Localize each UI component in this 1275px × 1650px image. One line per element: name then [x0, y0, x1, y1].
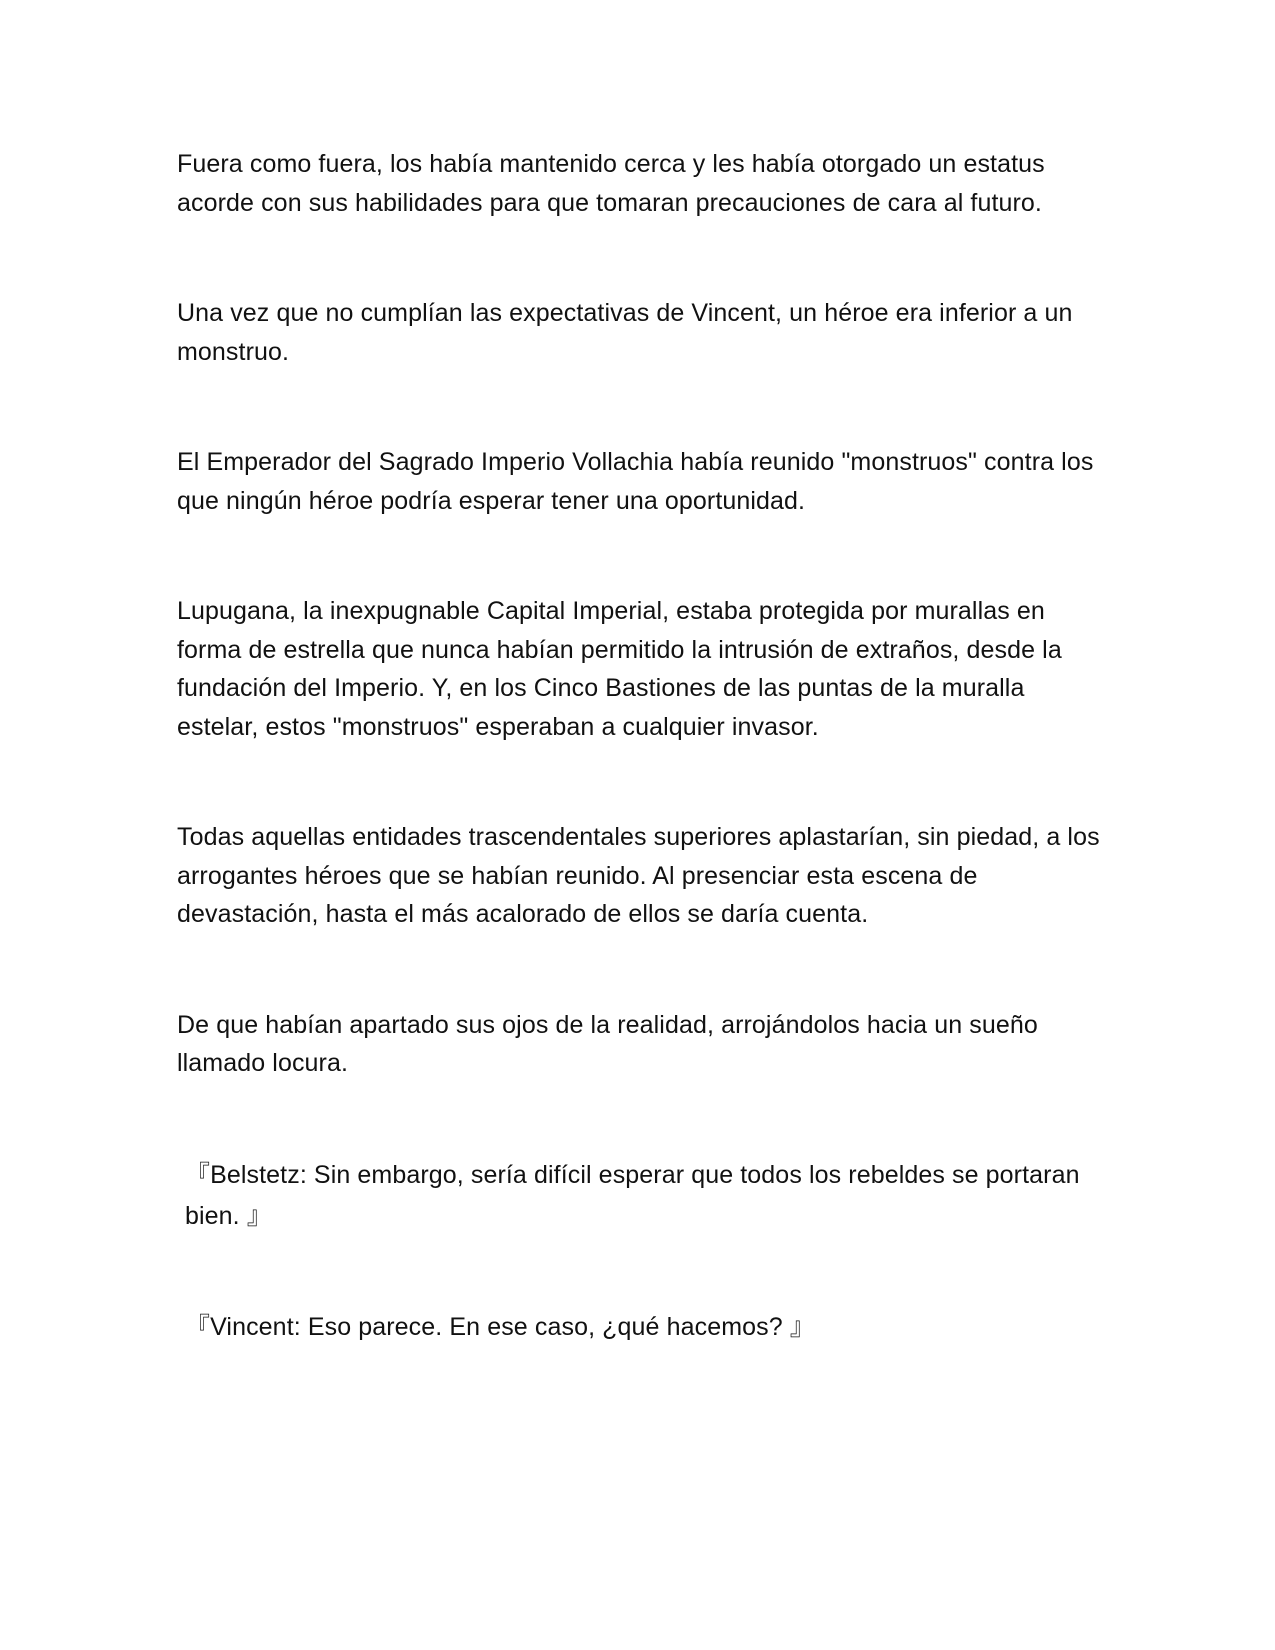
- dialogue-line: 『Vincent: Eso parece. En ese caso, ¿qué hacemos? 』: [185, 1312, 815, 1341]
- document-body: [177, 145, 1107, 1418]
- paragraph: Una vez que no cumplían las expectativas de Vincent, un héroe era inferior a un monstruo.: [177, 299, 1073, 366]
- paragraph: Lupugana, la inexpugnable Capital Imperial, estaba protegida por murallas en forma de estrella que nunca habían permitido la intrusión de extraños, desde la fundación del Imperio. Y, en los Cinco Bastiones de las puntas de la muralla estelar, estos "monstruos" esperaban a cualquier invasor.: [177, 597, 1062, 741]
- paragraph: El Emperador del Sagrado Imperio Vollachia había reunido "monstruos" contra los que ningún héroe podría esperar tener una oportunidad.: [177, 448, 1094, 515]
- paragraph: Fuera como fuera, los había mantenido cerca y les había otorgado un estatus acorde con sus habilidades para que tomaran precauciones de cara al futuro.: [177, 150, 1045, 217]
- paragraph: Todas aquellas entidades trascendentales superiores aplastarían, sin piedad, a los arrogantes héroes que se habían reunido. Al presenciar esta escena de devastación, hasta el más acalorado de ellos se daría cuenta.: [177, 823, 1100, 928]
- dialogue-line: 『Belstetz: Sin embargo, sería difícil esperar que todos los rebeldes se portaran bien. 』: [185, 1160, 1080, 1230]
- paragraph: De que habían apartado sus ojos de la realidad, arrojándolos hacia un sueño llamado locura.: [177, 1010, 1038, 1077]
